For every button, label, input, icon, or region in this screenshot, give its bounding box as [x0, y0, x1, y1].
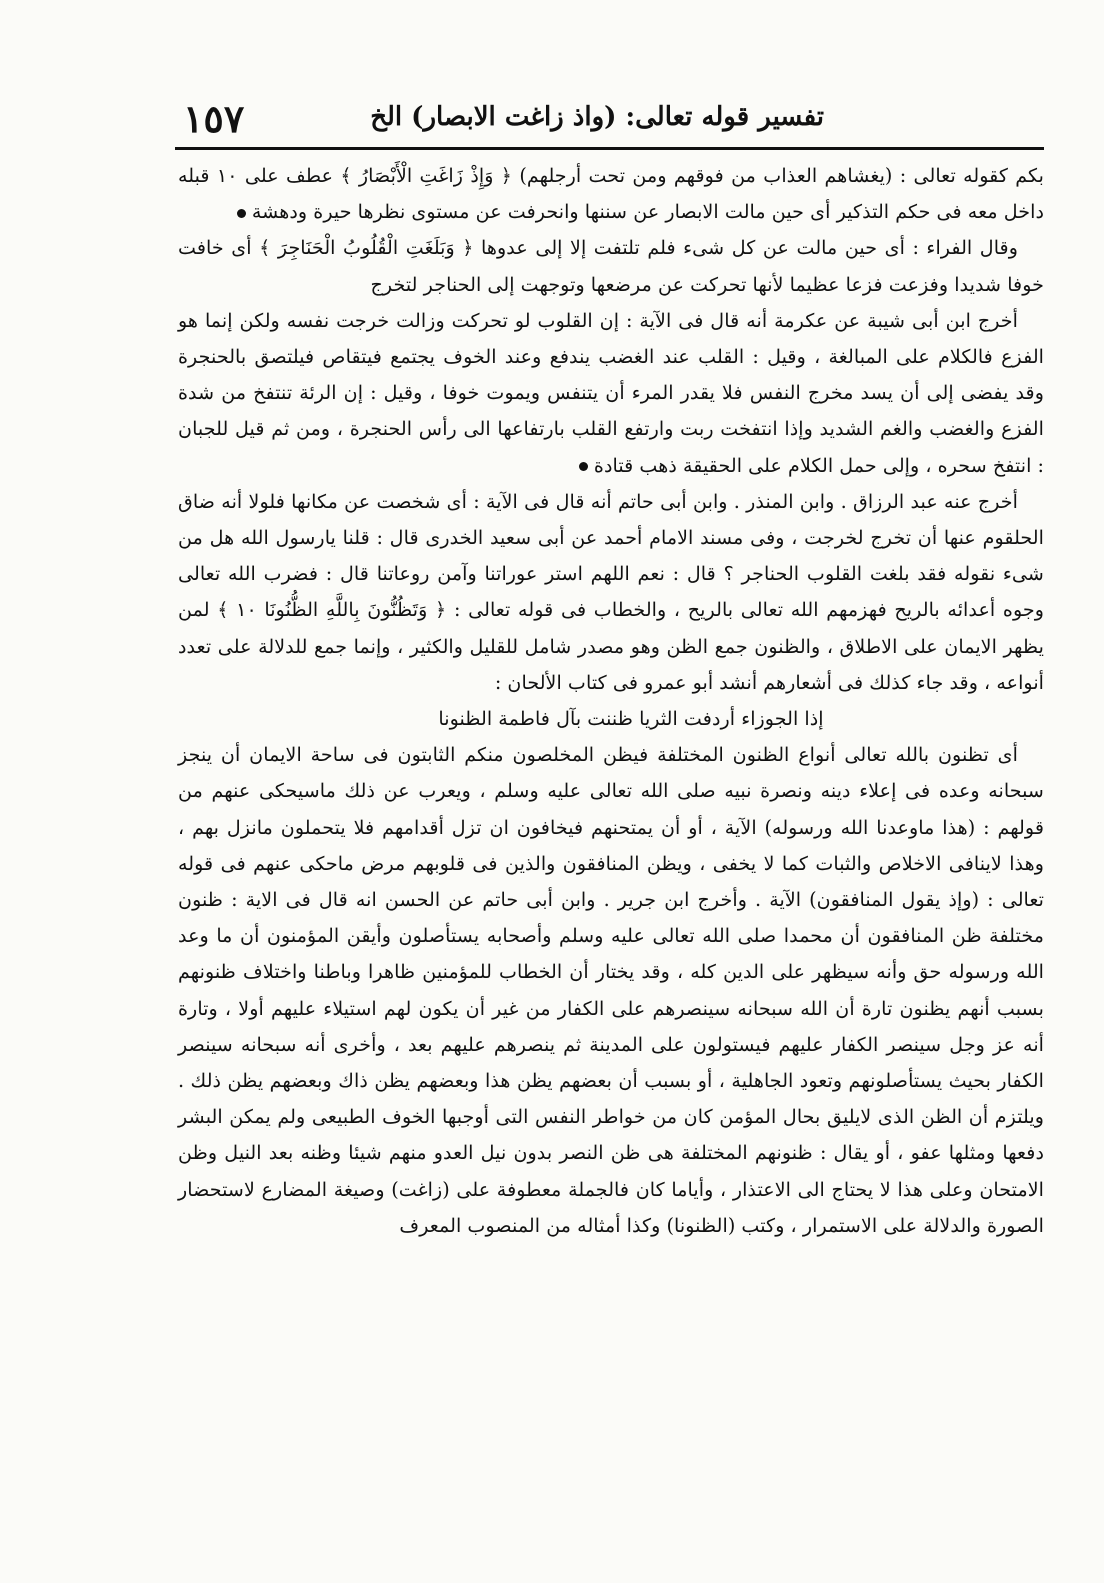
paragraph: أخرج عنه عبد الرزاق . وابن المنذر . وابن أبى حاتم أنه قال فى الآية : أى شخصت عن مكانها فلولا أنه ضاق الحلقوم عنها أن تخرج لخرجت ، وفى مسند الامام أحمد عن أبى سعيد الخدرى قال : قلنا يارسول الله هل من شىء نقوله فقد بلغت القلوب الحناجر ؟ قال : نعم اللهم استر عوراتنا وآمن روعاتنا قال : فضرب الله تعالى وجوه أعدائه بالريح فهزمهم الله تعالى بالريح ، والخطاب فى قوله تعالى : ﴿ وَتَظُنُّونَ بِاللَّهِ الظُّنُونَا ١٠ ﴾ لمن يظهر الايمان على الاطلاق ، والظنون جمع الظن وهو مصدر شامل للقليل والكثير ، وإنما جمع للدلالة على تعدد أنواعه ، وقد جاء كذلك فى أشعارهم أنشد أبو عمرو فى كتاب الألحان :	[178, 489, 1044, 694]
paragraph: بكم كقوله تعالى : (يغشاهم العذاب من فوقهم ومن تحت أرجلهم) ﴿ وَإِذْ زَاغَتِ الْأَبْصَارُ ﴾ عطف على ١٠ قبله داخل معه فى حكم التذكير أى حين مالت الابصار عن سننها وانحرفت عن مستوى نظرها حيرة ودهشة	[178, 164, 1044, 224]
page-number: ١٥٧	[183, 96, 245, 141]
poetry-verse: إذا الجوزاء أردفت الثريا ظننت بآل فاطمة الظنونا	[438, 707, 824, 731]
page-header	[175, 96, 1044, 141]
running-title: تفسير قوله تعالى: (واذ زاغت الابصار) الخ	[370, 102, 824, 132]
paragraph: وقال الفراء : أى حين مالت عن كل شىء فلم تلتفت إلا إلى عدوها ﴿ وَبَلَغَتِ الْقُلُوبُ الْحَنَاجِرَ ﴾ أى خافت خوفا شديدا وفزعت فزعا عظيما لأنها تحركت عن مرضعها وتوجهت إلى الحناجر لتخرج	[178, 236, 1044, 296]
paragraph: أى تظنون بالله تعالى أنواع الظنون المختلفة فيظن المخلصون منكم الثابتون فى ساحة الايمان أن ينجز سبحانه وعده فى إعلاء دينه ونصرة نبيه صلى الله تعالى عليه وسلم ، ويعرب عن ذلك ماسيحكى عنهم من قولهم : (هذا ماوعدنا الله ورسوله) الآية ، أو أن يمتحنهم فيخافون ان تزل أقدامهم فلا يتحملون مانزل بهم ، وهذا لاينافى الاخلاص والثبات كما لا يخفى ، ويظن المنافقون والذين فى قلوبهم مرض ماحكى عنهم فى قوله تعالى : (وإذ يقول المنافقون) الآية . وأخرج ابن جرير . وابن أبى حاتم عن الحسن انه قال فى الاية : ظنون مختلفة ظن المنافقون أن محمدا صلى الله تعالى عليه وسلم وأصحابه يستأصلون وأيقن المؤمنون أن ما وعد الله ورسوله حق وأنه سيظهر على الدين كله ، وقد يختار أن الخطاب للمؤمنين ظاهرا وباطنا واختلاف ظنونهم بسبب أنهم يظنون تارة أن الله سبحانه سينصرهم على الكفار من غير أن يكون لهم استيلاء عليهم أولا ، وتارة أنه عز وجل سينصر الكفار عليهم فيستولون على المدينة ثم ينصرهم عليهم بعد ، وأخرى أنه سبحانه سينصر الكفار بحيث يستأصلونهم وتعود الجاهلية ، أو بسبب أن بعضهم يظن هذا وبعضهم يظن ذاك وبعضهم يظن ذلك . ويلتزم أن الظن الذى لايليق بحال المؤمن كان من خواطر النفس التى أوجبها الخوف الطبيعى ولم يمكن البشر دفعها ومثلها عفو ، أو يقال : ظنونهم المختلفة هى ظن النصر بدون نيل العدو منهم شيئا وظنه بعد النيل وظن الامتحان وعلى هذا لا يحتاج الى الاعتذار ، وأياما كان فالجملة معطوفة على (زاغت) وصيغة المضارع لاستحضار الصورة والدلالة على الاستمرار ، وكتب (الظنونا) وكذا أمثاله من المنصوب المعرف	[178, 743, 1044, 1237]
end-mark-icon	[579, 462, 588, 471]
body-text	[178, 158, 1044, 1244]
paragraph: أخرج ابن أبى شيبة عن عكرمة أنه قال فى الآية : إن القلوب لو تحركت وزالت خرجت نفسه ولكن إنما هو الفزع فالكلام على المبالغة ، وقيل : القلب عند الغضب يندفع وعند الخوف يجتمع فيتقاص فيلتصق بالحنجرة وقد يفضى إلى أن يسد مخرج النفس فلا يقدر المرء أن يتنفس ويموت خوفا ، وقيل : إن الرئة تنتفخ من شدة الفزع والغضب والغم الشديد وإذا انتفخت ربت وارتفع القلب بارتفاعها الى رأس الحنجرة ، ومن ثم قيل للجبان : انتفخ سحره ، وإلى حمل الكلام على الحقيقة ذهب قتادة	[178, 308, 1044, 477]
header-rule	[175, 147, 1044, 150]
end-mark-icon	[237, 209, 246, 218]
